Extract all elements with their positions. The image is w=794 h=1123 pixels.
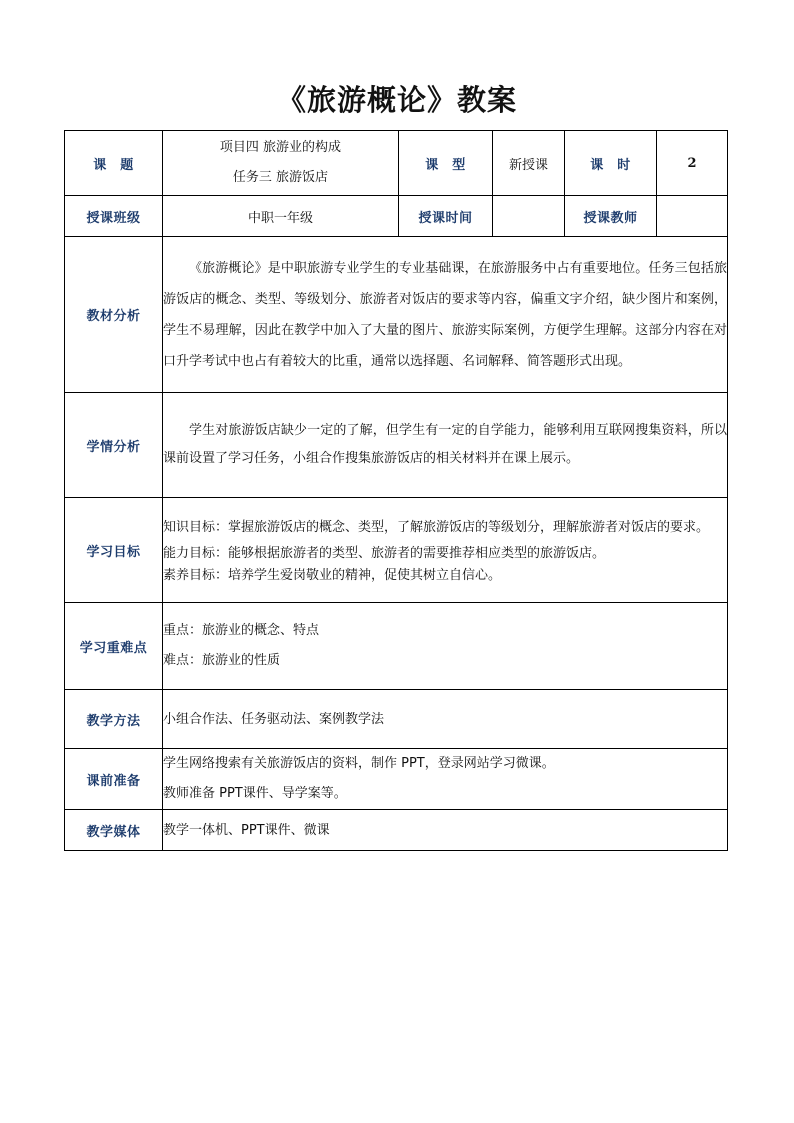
prep-teacher: 教师准备 PPT课件、导学案等。 [163, 786, 347, 801]
learner-text: 学生对旅游饭店缺少一定的了解，但学生有一定的自学能力，能够利用互联网搜集资料，所以课前设置了学习任务，小组合作搜集旅游饭店的相关材料并在课上展示。 [163, 393, 728, 498]
prep-content [163, 749, 728, 810]
goal-label: 学习目标 [65, 498, 163, 603]
learner-label: 学情分析 [65, 393, 163, 498]
goal-content [163, 498, 728, 603]
row-learner-analysis [65, 393, 728, 498]
key-label: 学习重难点 [65, 603, 163, 690]
row-topic [65, 131, 728, 196]
topic-value [163, 131, 399, 196]
teacher-value [657, 196, 728, 237]
lesson-plan-table [64, 130, 728, 851]
goal-knowledge: 知识目标：掌握旅游饭店的概念、类型，了解旅游饭店的等级划分，理解旅游者对饭店的要求。 [163, 520, 710, 535]
time-label: 授课时间 [399, 196, 493, 237]
type-value: 新授课 [493, 131, 565, 196]
topic-line-1: 项目四 旅游业的构成 [219, 140, 342, 155]
row-key-points [65, 603, 728, 690]
document-title: 《旅游概论》教案 [276, 83, 517, 117]
prep-student: 学生网络搜索有关旅游饭店的资料，制作 PPT，登录网站学习微课。 [163, 756, 555, 771]
goal-quality: 素养目标：培养学生爱岗敬业的精神，促使其树立自信心。 [163, 568, 502, 583]
topic-label: 课 题 [65, 131, 163, 196]
row-preparation [65, 749, 728, 810]
row-class [65, 196, 728, 237]
analysis-label: 教材分析 [65, 237, 163, 393]
analysis-text: 《旅游概论》是中职旅游专业学生的专业基础课，在旅游服务中占有重要地位。任务三包括旅游饭店的概念、类型、等级划分、旅游者对饭店的要求等内容，偏重文字介绍，缺少图片和案例，学生不易理解，因此在教学中加入了大量的图片、旅游实际案例，方便学生理解。这部分内容在对口升学考试中也占有着较大的比重，通常以选择题、名词解释、简答题形式出现。 [163, 237, 728, 393]
row-learning-goals [65, 498, 728, 603]
time-value [493, 196, 565, 237]
method-text: 小组合作法、任务驱动法、案例教学法 [163, 690, 728, 749]
topic-line-2: 任务三 旅游饭店 [232, 170, 329, 185]
media-label: 教学媒体 [65, 810, 163, 851]
hours-label: 课 时 [565, 131, 657, 196]
row-material-analysis [65, 237, 728, 393]
goal-ability: 能力目标：能够根据旅游者的类型、旅游者的需要推荐相应类型的旅游饭店。 [163, 546, 606, 561]
type-label: 课 型 [399, 131, 493, 196]
key-focus: 重点：旅游业的概念、特点 [163, 623, 320, 638]
row-teaching-methods [65, 690, 728, 749]
hours-value: 2 [657, 131, 728, 196]
key-content [163, 603, 728, 690]
class-value: 中职一年级 [163, 196, 399, 237]
row-teaching-media [65, 810, 728, 851]
media-text: 教学一体机、PPT课件、微课 [163, 810, 728, 851]
prep-label: 课前准备 [65, 749, 163, 810]
method-label: 教学方法 [65, 690, 163, 749]
teacher-label: 授课教师 [565, 196, 657, 237]
class-label: 授课班级 [65, 196, 163, 237]
key-difficulty: 难点：旅游业的性质 [163, 653, 281, 668]
